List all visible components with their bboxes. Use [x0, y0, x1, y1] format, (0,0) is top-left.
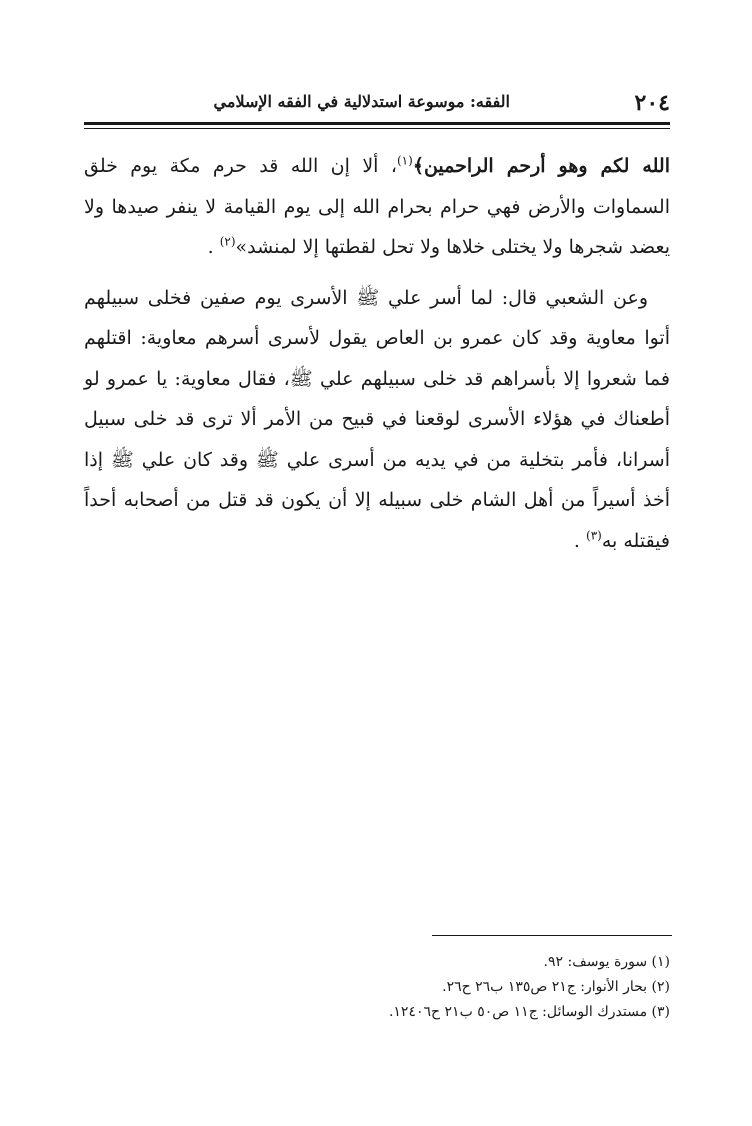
running-title: الفقه: موسوعة استدلالية في الفقه الإسلامي — [213, 92, 510, 111]
header-rule-thick — [84, 122, 670, 125]
paragraph-1-end: . — [207, 236, 214, 258]
quran-verse: الله لكم وهو أرحم الراحمين﴾ — [412, 155, 670, 177]
paragraph-1-text: ، ألا إن الله قد حرم مكة يوم خلق السماوات والأرض فهي حرام بحرام الله إلى يوم القيامة لا ينفر صيدها ولا يعضد شجرها ولا يختلى خلاها ولا تحل لقطتها إلا لمنشد» — [84, 155, 670, 258]
main-text — [84, 146, 670, 561]
footnote-3: (٣) مستدرك الوسائل: ج١١ ص٥٠ ب٢١ ح١٢٤٠٦. — [388, 1004, 670, 1020]
page-number: ٢٠٤ — [634, 90, 670, 116]
footnotes — [84, 950, 670, 1025]
page-header — [84, 84, 670, 118]
footnote-separator — [432, 935, 672, 936]
footnote-1: (١) سورة يوسف: ٩٢. — [543, 954, 670, 970]
footnote-ref-3: (٣) — [586, 528, 602, 543]
footnote-ref-1: (١) — [396, 153, 413, 168]
footnote-ref-2: (٢) — [219, 234, 236, 249]
paragraph-1 — [84, 146, 670, 268]
paragraph-2 — [84, 278, 670, 562]
footnote-2: (٢) بحار الأنوار: ج٢١ ص١٣٥ ب٢٦ ح٢٦. — [442, 979, 670, 995]
paragraph-2-end: . — [573, 529, 580, 552]
header-rule-thin — [84, 128, 670, 129]
paragraph-2-text: وعن الشعبي قال: لما أسر علي ﷺ الأسرى يوم صفين فخلى سبيلهم أتوا معاوية وقد كان عمرو بن العاص يقول لأسرى أسرهم معاوية: اقتلهم فما شعروا إلا بأسراهم قد خلى سبيلهم علي ﷺ، فقال معاوية: يا عمرو لو أطعناك في هؤلاء الأسرى لوقعنا في قبيح من الأمر ألا ترى قد خلى سبيل أسرانا، فأمر بتخلية من في يديه من أسرى علي ﷺ وقد كان علي ﷺ إذا أخذ أسيراً من أهل الشام خلى سبيله إلا أن يكون قد قتل من أصحابه أحداً فيقتله به — [84, 286, 670, 552]
